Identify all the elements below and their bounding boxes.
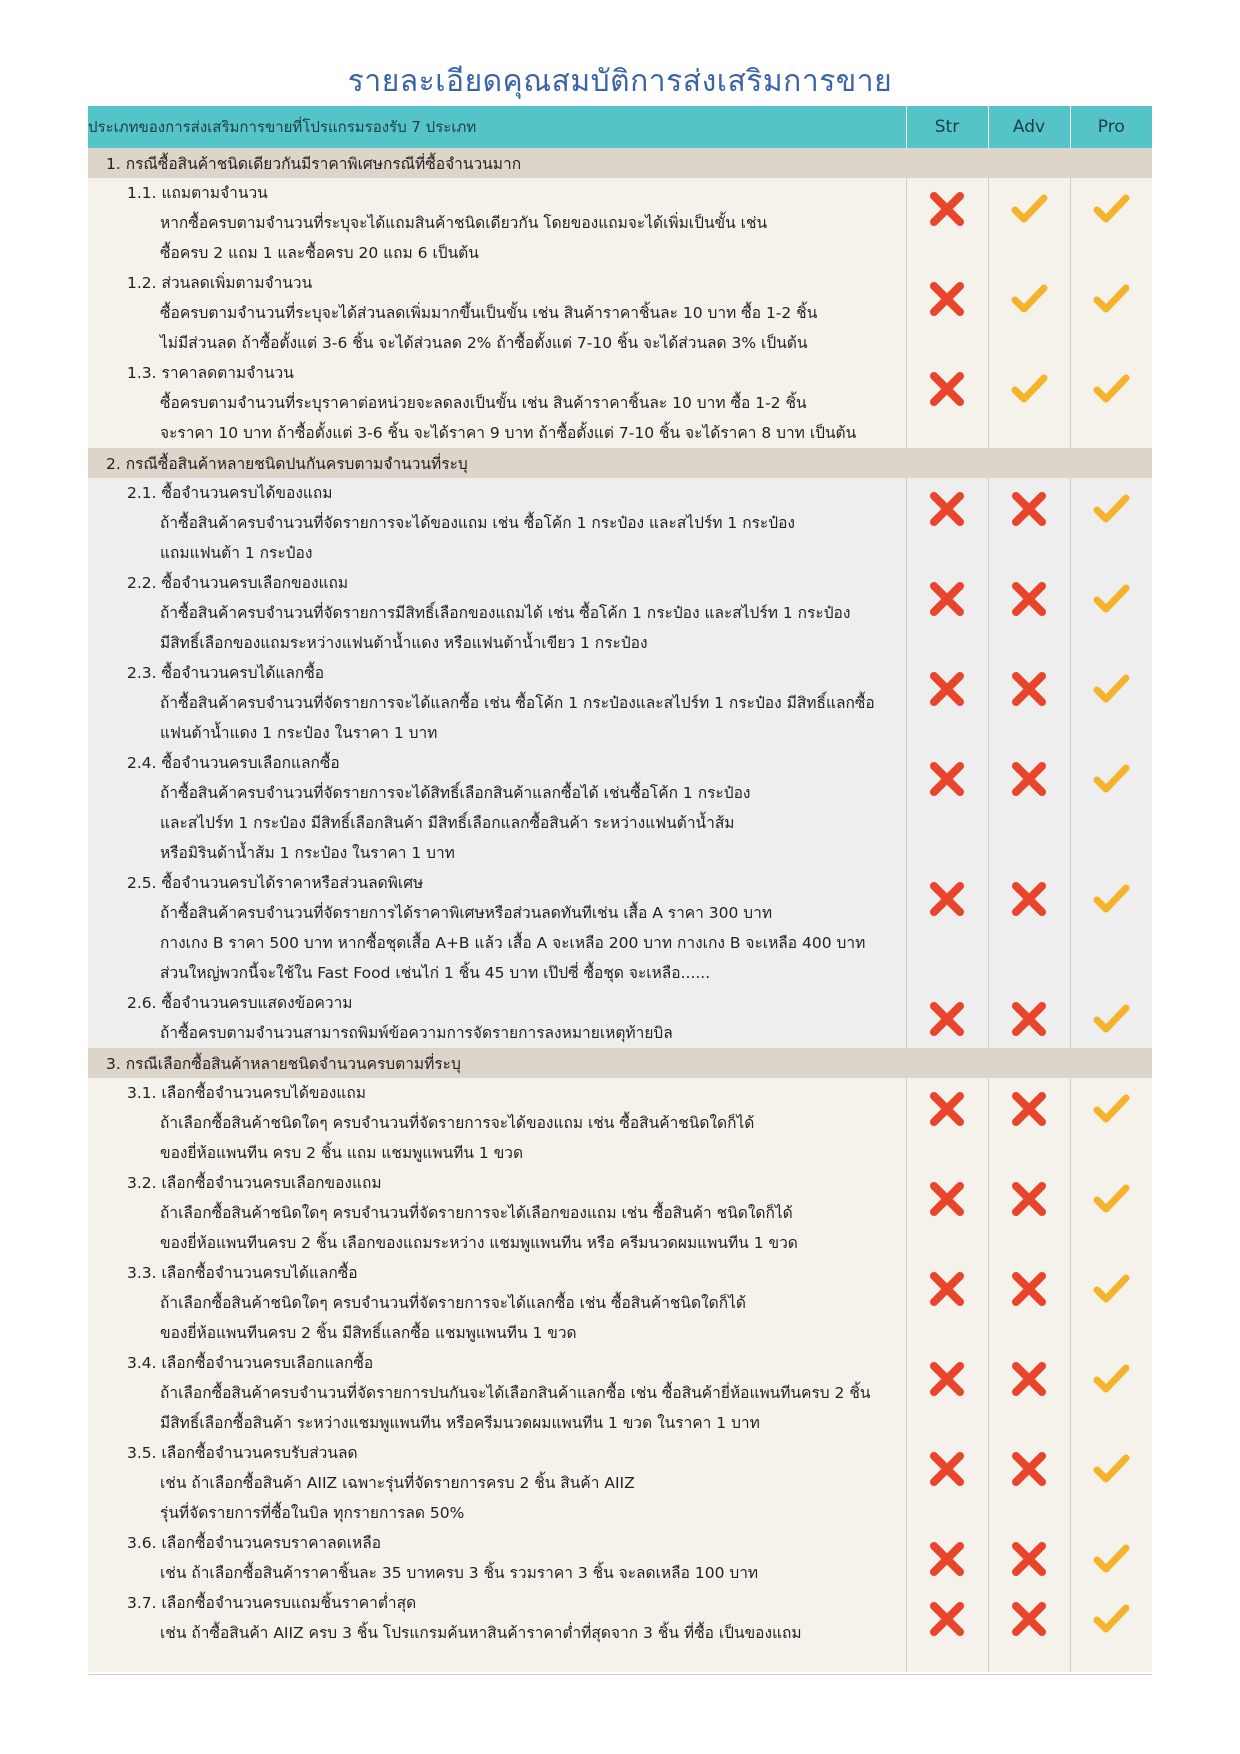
feature-detail-line: ของยี่ห้อแพนทีนครบ 2 ชิ้น เลือกของแถมระหว่าง แชมพูแพนทีน หรือ ครีมนวดผมแพนทีน 1 ขวด (160, 1234, 798, 1252)
feature-row (88, 1528, 1152, 1588)
feature-detail-line: ถ้าซื้อสินค้าครบจำนวนที่จัดรายการจะได้แลกซื้อ เช่น ซื้อโค้ก 1 กระป๋องและสไปร์ท 1 กระป๋อง มีสิทธิ์แลกซื้อ (160, 694, 875, 712)
support-cell-pro (1070, 1588, 1152, 1648)
cross-icon (1010, 1000, 1048, 1038)
category-row (88, 1048, 1152, 1078)
section-3 (88, 1048, 1152, 1672)
feature-title: 3.5. เลือกซื้อจำนวนครบรับส่วนลด (127, 1444, 358, 1462)
header-edition-str: Str (906, 106, 988, 148)
feature-row (88, 568, 1152, 658)
feature-title: 2.6. ซื้อจำนวนครบแสดงข้อความ (127, 994, 353, 1012)
cross-icon (928, 1090, 966, 1128)
support-cell-adv (988, 478, 1070, 568)
check-icon (1092, 880, 1130, 918)
support-cell-str (906, 178, 988, 268)
cross-icon (928, 880, 966, 918)
feature-description (88, 1438, 906, 1528)
feature-row (88, 178, 1152, 268)
tail-cell (988, 1648, 1070, 1672)
support-cell-str (906, 358, 988, 448)
feature-detail-line: ของยี่ห้อแพนทีนครบ 2 ชิ้น มีสิทธิ์แลกซื้อ แชมพูแพนทีน 1 ขวด (160, 1324, 577, 1342)
feature-description (88, 268, 906, 358)
cross-icon (928, 1540, 966, 1578)
feature-detail-line: และสไปร์ท 1 กระป๋อง มีสิทธิ์เลือกสินค้า มีสิทธิ์เลือกแลกซื้อสินค้า ระหว่างแฟนต้าน้ำส้ม (160, 814, 735, 832)
feature-row (88, 1258, 1152, 1348)
feature-detail-line: เช่น ถ้าเลือกซื้อสินค้าราคาชิ้นละ 35 บาทครบ 3 ชิ้น รวมราคา 3 ชิ้น จะลดเหลือ 100 บาท (160, 1564, 759, 1582)
feature-row (88, 1438, 1152, 1528)
feature-description (88, 1168, 906, 1258)
feature-detail-line: ถ้าเลือกซื้อสินค้าชนิดใดๆ ครบจำนวนที่จัดรายการจะได้แลกซื้อ เช่น ซื้อสินค้าชนิดใดก็ได้ (160, 1294, 746, 1312)
tail-cell (906, 1648, 988, 1672)
check-icon (1010, 280, 1048, 318)
support-cell-str (906, 478, 988, 568)
cross-icon (928, 1180, 966, 1218)
support-cell-adv (988, 1438, 1070, 1528)
cross-icon (1010, 1540, 1048, 1578)
support-cell-adv (988, 988, 1070, 1048)
feature-title: 2.5. ซื้อจำนวนครบได้ราคาหรือส่วนลดพิเศษ (127, 874, 424, 892)
feature-detail-line: จะราคา 10 บาท ถ้าซื้อตั้งแต่ 3-6 ชิ้น จะได้ราคา 9 บาท ถ้าซื้อตั้งแต่ 7-10 ชิ้น จะได้ราคา 8 บาท เป็นต้น (160, 424, 857, 442)
support-cell-str (906, 1258, 988, 1348)
feature-row (88, 988, 1152, 1048)
support-cell-pro (1070, 1438, 1152, 1528)
support-cell-adv (988, 1258, 1070, 1348)
feature-detail-line: แฟนต้าน้ำแดง 1 กระป๋อง ในราคา 1 บาท (160, 724, 438, 742)
feature-detail-line: รุ่นที่จัดรายการที่ซื้อในบิล ทุกรายการลด 50% (160, 1504, 465, 1522)
feature-detail-line: มีสิทธิ์เลือกซื้อสินค้า ระหว่างแชมพูแพนทีน หรือครีมนวดผมแพนทีน 1 ขวด ในราคา 1 บาท (160, 1414, 760, 1432)
support-cell-str (906, 748, 988, 868)
category-cell (88, 448, 1152, 478)
feature-title: 3.4. เลือกซื้อจำนวนครบเลือกแลกซื้อ (127, 1354, 374, 1372)
support-cell-str (906, 568, 988, 658)
cross-icon (1010, 670, 1048, 708)
support-cell-adv (988, 1588, 1070, 1648)
support-cell-adv (988, 658, 1070, 748)
check-icon (1092, 1450, 1130, 1488)
check-icon (1092, 190, 1130, 228)
cross-icon (928, 1000, 966, 1038)
category-row (88, 148, 1152, 178)
feature-title: 1.1. แถมตามจำนวน (127, 184, 268, 202)
support-cell-pro (1070, 988, 1152, 1048)
check-icon (1092, 1360, 1130, 1398)
check-icon (1092, 1090, 1130, 1128)
feature-detail-line: เช่น ถ้าซื้อสินค้า AIIZ ครบ 3 ชิ้น โปรแกรมค้นหาสินค้าราคาต่ำที่สุดจาก 3 ชิ้น ที่ซื้อ เป็นของแถม (160, 1624, 802, 1642)
feature-detail-line: ถ้าซื้อสินค้าครบจำนวนที่จัดรายการมีสิทธิ์เลือกของแถมได้ เช่น ซื้อโค้ก 1 กระป๋อง และสไปร์ท 1 กระป๋อง (160, 604, 851, 622)
check-icon (1010, 190, 1048, 228)
feature-description (88, 568, 906, 658)
support-cell-pro (1070, 478, 1152, 568)
check-icon (1010, 370, 1048, 408)
feature-description (88, 1258, 906, 1348)
feature-title: 3.1. เลือกซื้อจำนวนครบได้ของแถม (127, 1084, 366, 1102)
feature-row (88, 268, 1152, 358)
feature-row (88, 358, 1152, 448)
feature-description (88, 178, 906, 268)
feature-detail-line: ถ้าซื้อครบตามจำนวนสามารถพิมพ์ข้อความการจัดรายการลงหมายเหตุท้ายบิล (160, 1024, 673, 1042)
feature-description (88, 478, 906, 568)
support-cell-pro (1070, 658, 1152, 748)
table-bottom-border (88, 1674, 1152, 1675)
feature-row (88, 1588, 1152, 1648)
feature-title: 2.3. ซื้อจำนวนครบได้แลกซื้อ (127, 664, 325, 682)
support-cell-pro (1070, 268, 1152, 358)
cross-icon (928, 370, 966, 408)
check-icon (1092, 1600, 1130, 1638)
check-icon (1092, 370, 1130, 408)
feature-detail-line: ถ้าซื้อสินค้าครบจำนวนที่จัดรายการได้ราคาพิเศษหรือส่วนลดทันทีเช่น เสื้อ A ราคา 300 บาท (160, 904, 773, 922)
feature-title: 3.2. เลือกซื้อจำนวนครบเลือกของแถม (127, 1174, 382, 1192)
feature-row (88, 1078, 1152, 1168)
feature-row (88, 658, 1152, 748)
support-cell-pro (1070, 748, 1152, 868)
support-cell-str (906, 1438, 988, 1528)
support-cell-pro (1070, 1168, 1152, 1258)
support-cell-pro (1070, 1348, 1152, 1438)
cross-icon (1010, 1180, 1048, 1218)
cross-icon (928, 490, 966, 528)
table-header-row (88, 106, 1152, 148)
check-icon (1092, 670, 1130, 708)
section-1 (88, 148, 1152, 448)
feature-description (88, 1078, 906, 1168)
support-cell-adv (988, 1168, 1070, 1258)
support-cell-adv (988, 178, 1070, 268)
feature-detail-line: ซื้อครบตามจำนวนที่ระบุจะได้ส่วนลดเพิ่มมากขึ้นเป็นขั้น เช่น สินค้าราคาชิ้นละ 10 บาท ซื้อ 1-2 ชิ้น (160, 304, 818, 322)
feature-detail-line: ซื้อครบ 2 แถม 1 และซื้อครบ 20 แถม 6 เป็นต้น (160, 244, 479, 262)
feature-description (88, 1348, 906, 1438)
check-icon (1092, 1540, 1130, 1578)
feature-detail-line: ถ้าซื้อสินค้าครบจำนวนที่จัดรายการจะได้ของแถม เช่น ซื้อโค้ก 1 กระป๋อง และสไปร์ท 1 กระป๋อง (160, 514, 795, 532)
feature-detail-line: แถมแฟนต้า 1 กระป๋อง (160, 544, 313, 562)
feature-detail-line: ของยี่ห้อแพนทีน ครบ 2 ชิ้น แถม แชมพูแพนทีน 1 ขวด (160, 1144, 524, 1162)
cross-icon (1010, 1450, 1048, 1488)
check-icon (1092, 1270, 1130, 1308)
cross-icon (928, 190, 966, 228)
check-icon (1092, 760, 1130, 798)
support-cell-adv (988, 568, 1070, 658)
support-cell-str (906, 1348, 988, 1438)
feature-title: 2.1. ซื้อจำนวนครบได้ของแถม (127, 484, 333, 502)
feature-row (88, 478, 1152, 568)
feature-description (88, 868, 906, 988)
feature-detail-line: ถ้าเลือกซื้อสินค้าชนิดใดๆ ครบจำนวนที่จัดรายการจะได้ของแถม เช่น ซื้อสินค้าชนิดใดก็ได้ (160, 1114, 755, 1132)
category-title: 3. กรณีเลือกซื้อสินค้าหลายชนิดจำนวนครบตามที่ระบุ (106, 1054, 461, 1073)
support-cell-pro (1070, 1528, 1152, 1588)
feature-description (88, 658, 906, 748)
support-cell-adv (988, 1348, 1070, 1438)
check-icon (1092, 1000, 1130, 1038)
support-cell-pro (1070, 178, 1152, 268)
feature-detail-line: กางเกง B ราคา 500 บาท หากซื้อชุดเสื้อ A+B แล้ว เสื้อ A จะเหลือ 200 บาท กางเกง B จะเหลือ 400 บาท (160, 934, 866, 952)
feature-detail-line: ถ้าซื้อสินค้าครบจำนวนที่จัดรายการจะได้สิทธิ์เลือกสินค้าแลกซื้อได้ เช่นซื้อโค้ก 1 กระป๋อง (160, 784, 751, 802)
support-cell-str (906, 658, 988, 748)
feature-title: 3.3. เลือกซื้อจำนวนครบได้แลกซื้อ (127, 1264, 358, 1282)
feature-detail-line: เช่น ถ้าเลือกซื้อสินค้า AIIZ เฉพาะรุ่นที่จัดรายการครบ 2 ชิ้น สินค้า AIIZ (160, 1474, 635, 1492)
table-tail-row (88, 1648, 1152, 1672)
cross-icon (928, 280, 966, 318)
support-cell-str (906, 1078, 988, 1168)
feature-row (88, 868, 1152, 988)
cross-icon (1010, 760, 1048, 798)
page-title: รายละเอียดคุณสมบัติการส่งเสริมการขาย (347, 64, 893, 99)
category-row (88, 448, 1152, 478)
feature-title: 2.2. ซื้อจำนวนครบเลือกของแถม (127, 574, 349, 592)
feature-description (88, 358, 906, 448)
cross-icon (1010, 580, 1048, 618)
feature-description (88, 988, 906, 1048)
cross-icon (928, 580, 966, 618)
feature-row (88, 1168, 1152, 1258)
support-cell-adv (988, 748, 1070, 868)
category-cell (88, 1048, 1152, 1078)
cross-icon (1010, 1600, 1048, 1638)
feature-description (88, 1528, 906, 1588)
feature-detail-line: มีสิทธิ์เลือกของแถมระหว่างแฟนต้าน้ำแดง หรือแฟนต้าน้ำเขียว 1 กระป๋อง (160, 634, 648, 652)
support-cell-pro (1070, 358, 1152, 448)
header-edition-adv: Adv (988, 106, 1070, 148)
cross-icon (1010, 1360, 1048, 1398)
check-icon (1092, 280, 1130, 318)
section-2 (88, 448, 1152, 1048)
cross-icon (1010, 1090, 1048, 1128)
header-edition-pro: Pro (1070, 106, 1152, 148)
feature-detail-line: ไม่มีส่วนลด ถ้าซื้อตั้งแต่ 3-6 ชิ้น จะได้ส่วนลด 2% ถ้าซื้อตั้งแต่ 7-10 ชิ้น จะได้ส่วนลด 3% เป็นต้น (160, 334, 808, 352)
support-cell-str (906, 1588, 988, 1648)
cross-icon (928, 1360, 966, 1398)
support-cell-pro (1070, 568, 1152, 658)
category-title: 1. กรณีซื้อสินค้าชนิดเดียวกันมีราคาพิเศษกรณีที่ซื้อจำนวนมาก (106, 154, 522, 173)
tail-cell (1070, 1648, 1152, 1672)
feature-description (88, 748, 906, 868)
feature-row (88, 748, 1152, 868)
check-icon (1092, 490, 1130, 528)
feature-title: 1.3. ราคาลดตามจำนวน (127, 364, 294, 382)
cross-icon (1010, 1270, 1048, 1308)
feature-detail-line: ถ้าเลือกซื้อสินค้าชนิดใดๆ ครบจำนวนที่จัดรายการจะได้เลือกของแถม เช่น ซื้อสินค้า ชนิดใดก็ได้ (160, 1204, 793, 1222)
support-cell-pro (1070, 868, 1152, 988)
check-icon (1092, 580, 1130, 618)
feature-title: 3.6. เลือกซื้อจำนวนครบราคาลดเหลือ (127, 1534, 382, 1552)
feature-description (88, 1588, 906, 1648)
support-cell-str (906, 1168, 988, 1258)
cross-icon (928, 670, 966, 708)
feature-row (88, 1348, 1152, 1438)
support-cell-adv (988, 1078, 1070, 1168)
category-cell (88, 148, 1152, 178)
support-cell-adv (988, 1528, 1070, 1588)
cross-icon (1010, 880, 1048, 918)
feature-title: 1.2. ส่วนลดเพิ่มตามจำนวน (127, 274, 313, 292)
feature-detail-line: ส่วนใหญ่พวกนี้จะใช้ใน Fast Food เช่นไก่ 1 ชิ้น 45 บาท เป๊ปซี่ ซื้อชุด จะเหลือ...... (160, 964, 711, 982)
support-cell-pro (1070, 1258, 1152, 1348)
support-cell-str (906, 868, 988, 988)
cross-icon (928, 1600, 966, 1638)
cross-icon (1010, 490, 1048, 528)
feature-title: 3.7. เลือกซื้อจำนวนครบแถมชิ้นราคาต่ำสุด (127, 1594, 417, 1612)
feature-detail-line: ซื้อครบตามจำนวนที่ระบุราคาต่อหน่วยจะลดลงเป็นขั้น เช่น สินค้าราคาชิ้นละ 10 บาท ซื้อ 1-2 ชิ้น (160, 394, 807, 412)
support-cell-str (906, 268, 988, 358)
support-cell-str (906, 1528, 988, 1588)
feature-detail-line: หรือมิรินด้าน้ำส้ม 1 กระป๋อง ในราคา 1 บาท (160, 844, 455, 862)
feature-detail-line: หากซื้อครบตามจำนวนที่ระบุจะได้แถมสินค้าชนิดเดียวกัน โดยของแถมจะได้เพิ่มเป็นขั้น เช่น (160, 214, 768, 232)
category-title: 2. กรณีซื้อสินค้าหลายชนิดปนกันครบตามจำนวนที่ระบุ (106, 454, 468, 473)
feature-title: 2.4. ซื้อจำนวนครบเลือกแลกซื้อ (127, 754, 340, 772)
cross-icon (928, 1450, 966, 1488)
support-cell-adv (988, 868, 1070, 988)
tail-cell (88, 1648, 906, 1672)
support-cell-adv (988, 358, 1070, 448)
support-cell-str (906, 988, 988, 1048)
header-description: ประเภทของการส่งเสริมการขายที่โปรแกรมรองรับ 7 ประเภท (88, 106, 906, 148)
cross-icon (928, 1270, 966, 1308)
feature-detail-line: ถ้าเลือกซื้อสินค้าครบจำนวนที่จัดรายการปนกันจะได้เลือกสินค้าแลกซื้อ เช่น ซื้อสินค้ายี่ห้อแพนทีนครบ 2 ชิ้น (160, 1384, 871, 1402)
support-cell-pro (1070, 1078, 1152, 1168)
cross-icon (928, 760, 966, 798)
check-icon (1092, 1180, 1130, 1218)
feature-comparison-table (88, 106, 1152, 1672)
support-cell-adv (988, 268, 1070, 358)
